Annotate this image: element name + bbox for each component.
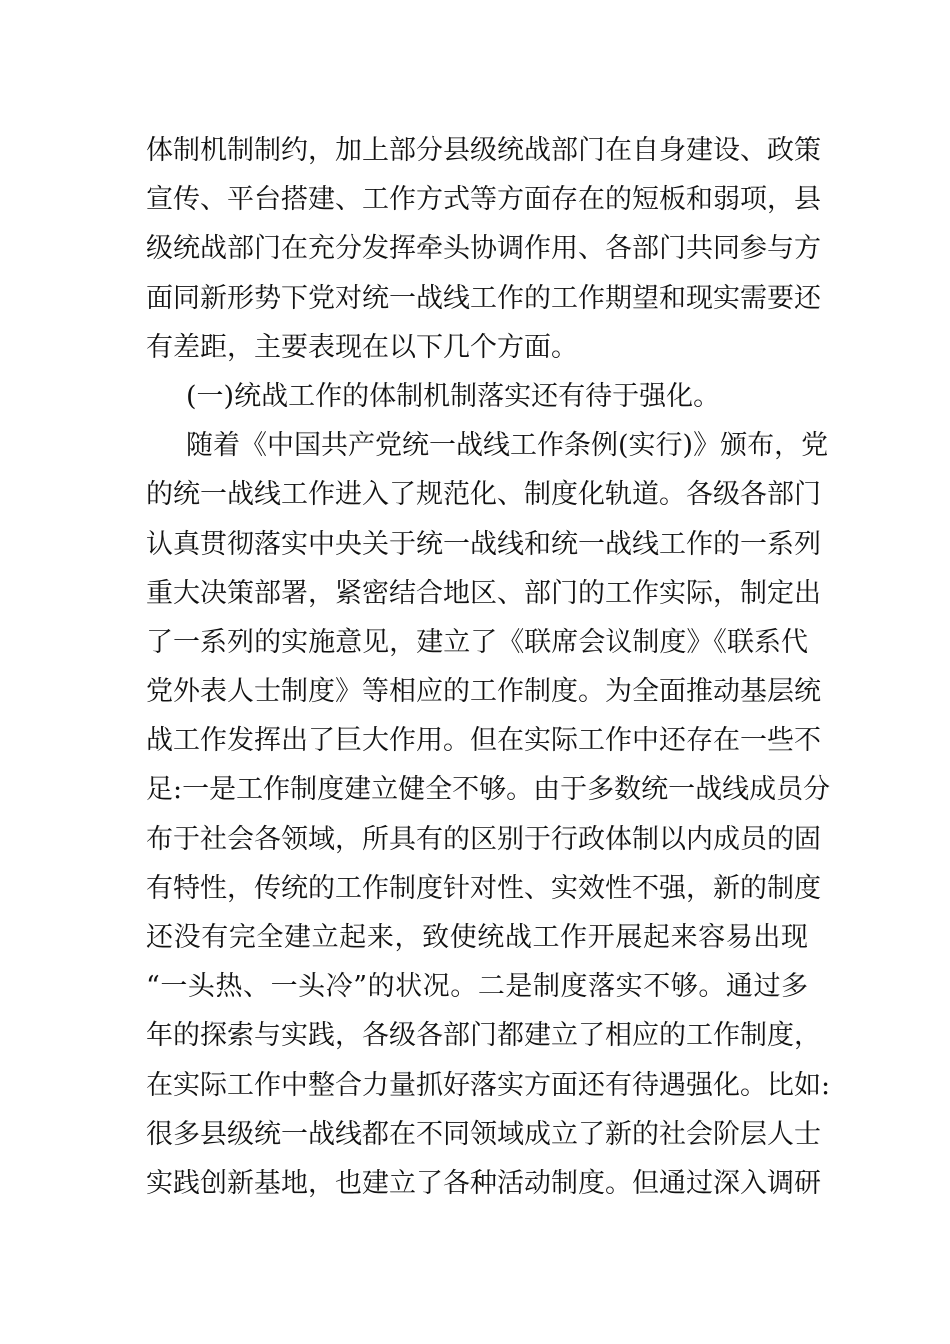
text-line: 体制机制制约，加上部分县级统战部门在自身建设、政策 [146,135,821,166]
text-line: 了一系列的实施意见，建立了《联席会议制度》《联系代 [146,626,808,658]
text-line: 认真贯彻落实中央关于统一战线和统一战线工作的一系列 [146,528,821,560]
text-line: 还没有完全建立起来，致使统战工作开展起来容易出现 [146,922,808,953]
text-line: 级统战部门在充分发挥牵头协调作用、各部门共同参与方 [146,233,821,265]
text-line: 布于社会各领域，所具有的区别于行政体制以内成员的固 [146,823,821,855]
text-line: 有特性，传统的工作制度针对性、实效性不强，新的制度 [146,872,821,904]
text-line: 面同新形势下党对统一战线工作的工作期望和现实需要还 [146,282,821,314]
text-line: 宣传、平台搭建、工作方式等方面存在的短板和弱项，县 [146,184,821,216]
text-line: 足:一是工作制度建立健全不够。由于多数统一战线成员分 [146,774,831,806]
body-text [146,126,831,1208]
section-heading: (一)统战工作的体制机制落实还有待于强化。 [186,380,721,412]
text-line: 有差距，主要表现在以下几个方面。 [146,331,578,363]
text-line: 很多县级统一战线都在不同领域成立了新的社会阶层人士 [146,1118,821,1150]
text-line: 党外表人士制度》等相应的工作制度。为全面推动基层统 [146,676,821,708]
text-line: 年的探索与实践，各级各部门都建立了相应的工作制度， [146,1020,821,1052]
text-line: 实践创新基地，也建立了各种活动制度。但通过深入调研 [146,1167,821,1199]
text-line: 战工作发挥出了巨大作用。但在实际工作中还存在一些不 [146,725,821,757]
text-line: 随着《中国共产党统一战线工作条例(实行)》颁布，党 [186,430,829,462]
text-line: 在实际工作中整合力量抓好落实方面还有待遇强化。比如: [146,1069,831,1101]
text-line: 重大决策部署，紧密结合地区、部门的工作实际，制定出 [146,577,821,609]
text-line: “一头热、一头冷”的状况。二是制度落实不够。通过多 [146,971,808,1003]
text-line: 的统一战线工作进入了规范化、制度化轨道。各级各部门 [146,479,821,511]
